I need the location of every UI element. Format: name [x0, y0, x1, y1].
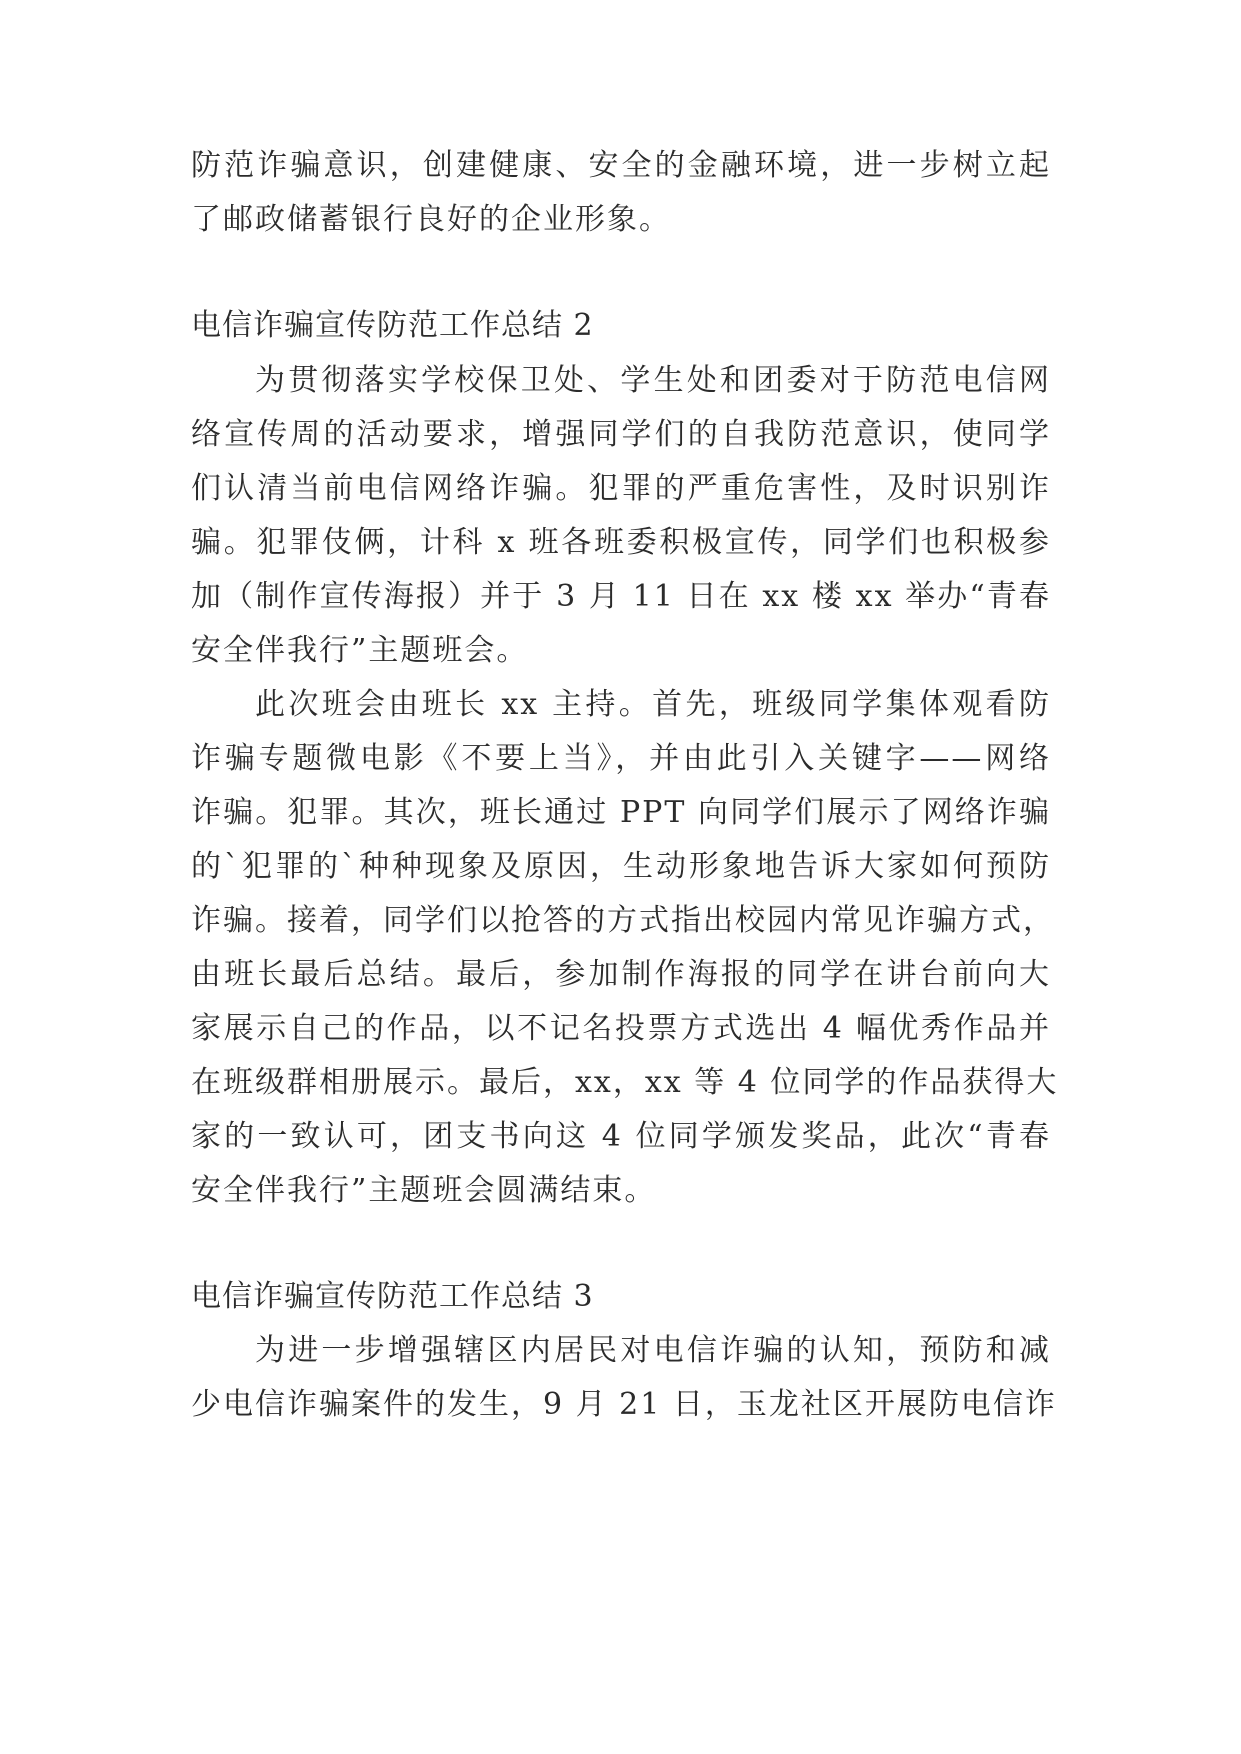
intro-line-1: 防范诈骗意识，创建健康、安全的金融环境，进一步树立起 — [191, 148, 1051, 183]
s2-p1-line-1: 为贯彻落实学校保卫处、学生处和团委对于防范电信网 — [255, 363, 1051, 398]
section-3-heading: 电信诈骗宣传防范工作总结 3 — [191, 1279, 594, 1314]
intro-line-2: 了邮政储蓄银行良好的企业形象。 — [191, 202, 671, 237]
s2-p1-line-2: 络宣传周的活动要求，增强同学们的自我防范意识，使同学 — [191, 417, 1051, 452]
s2-p1-line-6: 安全伴我行”主题班会。 — [191, 633, 529, 668]
s2-p2-line-7: 家展示自己的作品，以不记名投票方式选出 4 幅优秀作品并 — [191, 1011, 1051, 1046]
s2-p1-line-5: 加（制作宣传海报）并于 3 月 11 日在 xx 楼 xx 举办“青春 — [191, 579, 1051, 614]
s2-p2-line-5: 诈骗。接着，同学们以抢答的方式指出校园内常见诈骗方式， — [191, 903, 1055, 938]
s2-p2-line-8: 在班级群相册展示。最后，xx，xx 等 4 位同学的作品获得大 — [191, 1065, 1059, 1100]
s2-p1-line-3: 们认清当前电信网络诈骗。犯罪的严重危害性，及时识别诈 — [191, 471, 1051, 506]
s2-p1-line-4: 骗。犯罪伎俩，计科 x 班各班委积极宣传，同学们也积极参 — [191, 525, 1051, 560]
s2-p2-line-3: 诈骗。犯罪。其次，班长通过 PPT 向同学们展示了网络诈骗 — [191, 795, 1051, 830]
s2-p2-line-6: 由班长最后总结。最后，参加制作海报的同学在讲台前向大 — [191, 957, 1051, 992]
section-2-heading: 电信诈骗宣传防范工作总结 2 — [191, 308, 594, 343]
s2-p2-line-2: 诈骗专题微电影《不要上当》，并由此引入关键字——网络 — [191, 741, 1051, 776]
s2-p2-line-1: 此次班会由班长 xx 主持。首先，班级同学集体观看防 — [255, 687, 1051, 722]
s2-p2-line-4: 的`犯罪的`种种现象及原因，生动形象地告诉大家如何预防 — [191, 849, 1051, 884]
s3-p1-line-1: 为进一步增强辖区内居民对电信诈骗的认知，预防和减 — [255, 1333, 1051, 1368]
s2-p2-line-10: 安全伴我行”主题班会圆满结束。 — [191, 1173, 657, 1208]
s2-p2-line-9: 家的一致认可，团支书向这 4 位同学颁发奖品，此次“青春 — [191, 1119, 1051, 1154]
s3-p1-line-2: 少电信诈骗案件的发生，9 月 21 日，玉龙社区开展防电信诈 — [191, 1387, 1057, 1422]
